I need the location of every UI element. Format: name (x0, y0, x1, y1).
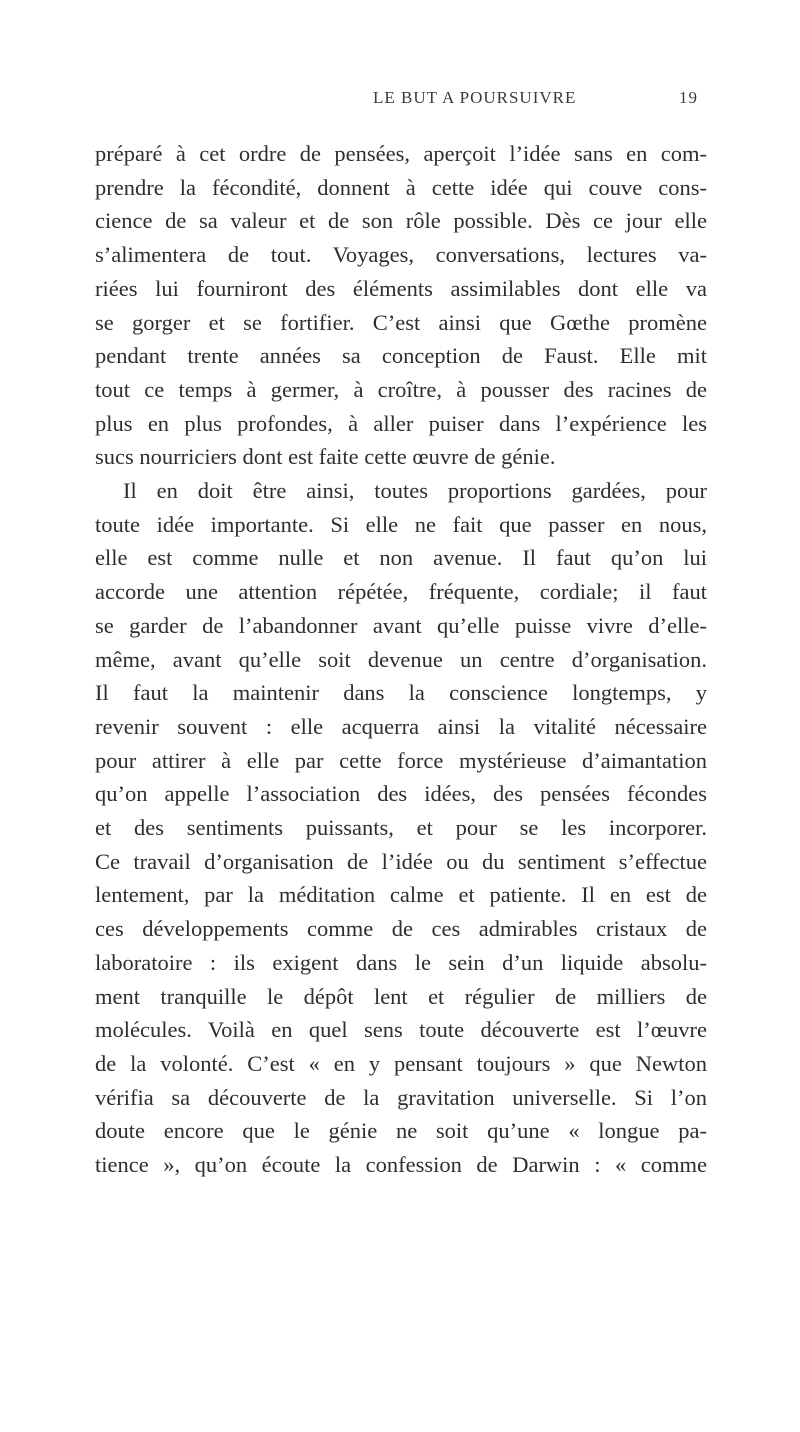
text-line: Il en doit être ainsi, toutes proportions gardées, pour (123, 478, 707, 504)
text-line: Il faut la maintenir dans la conscience longtemps, y (95, 680, 707, 706)
text-line: se gorger et se fortifier. C’est ainsi que Gœthe promène (95, 309, 707, 335)
text-line: elle est comme nulle et non avenue. Il faut qu’on lui (95, 545, 707, 571)
text-line: molécules. Voilà en quel sens toute découverte est l’œuvre (95, 1017, 707, 1043)
page-number: 19 (679, 88, 698, 107)
text-line: prendre la fécondité, donnent à cette idée qui couve cons- (95, 174, 707, 200)
text-line: doute encore que le génie ne soit qu’une « longue pa- (95, 1118, 707, 1144)
text-line: ces développements comme de ces admirables cristaux de (95, 916, 707, 942)
text-line: toute idée importante. Si elle ne fait que passer en nous, (95, 511, 707, 537)
text-line: se garder de l’abandonner avant qu’elle puisse vivre d’elle- (95, 612, 707, 638)
text-line: revenir souvent : elle acquerra ainsi la vitalité nécessaire (95, 713, 707, 739)
running-header (0, 84, 800, 114)
text-line: pour attirer à elle par cette force mystérieuse d’aimantation (95, 747, 707, 773)
text-line: tout ce temps à germer, à croître, à pousser des racines de (95, 376, 707, 402)
text-line: riées lui fourniront des éléments assimilables dont elle va (95, 275, 707, 301)
text-line: de la volonté. C’est « en y pensant toujours » que Newton (95, 1050, 707, 1076)
text-line: qu’on appelle l’association des idées, des pensées fécondes (95, 781, 707, 807)
body-text (95, 137, 707, 1182)
text-line: préparé à cet ordre de pensées, aperçoit l’idée sans en com- (95, 141, 707, 166)
text-line: s’alimentera de tout. Voyages, conversations, lectures va- (95, 242, 707, 268)
text-line: sucs nourriciers dont est faite cette œuvre de génie. (95, 444, 556, 470)
text-line: même, avant qu’elle soit devenue un centre d’organisation. (95, 646, 707, 672)
text-line: Ce travail d’organisation de l’idée ou du sentiment s’effectue (95, 848, 707, 874)
text-line: et des sentiments puissants, et pour se les incorporer. (95, 815, 707, 841)
text-line: accorde une attention répétée, fréquente, cordiale; il faut (95, 579, 707, 605)
text-line: lentement, par la méditation calme et patiente. Il en est de (95, 882, 707, 908)
text-line: plus en plus profondes, à aller puiser dans l’expérience les (95, 410, 707, 436)
text-line: laboratoire : ils exigent dans le sein d’un liquide absolu- (95, 949, 707, 975)
text-line: pendant trente années sa conception de Faust. Elle mit (95, 343, 707, 369)
running-title: LE BUT A POURSUIVRE (373, 88, 577, 107)
text-line: tience », qu’on écoute la confession de Darwin : « comme (95, 1152, 707, 1178)
text-line: vérifia sa découverte de la gravitation universelle. Si l’on (95, 1084, 707, 1110)
text-line: ment tranquille le dépôt lent et régulier de milliers de (95, 983, 707, 1009)
text-line: cience de sa valeur et de son rôle possible. Dès ce jour elle (95, 208, 707, 234)
